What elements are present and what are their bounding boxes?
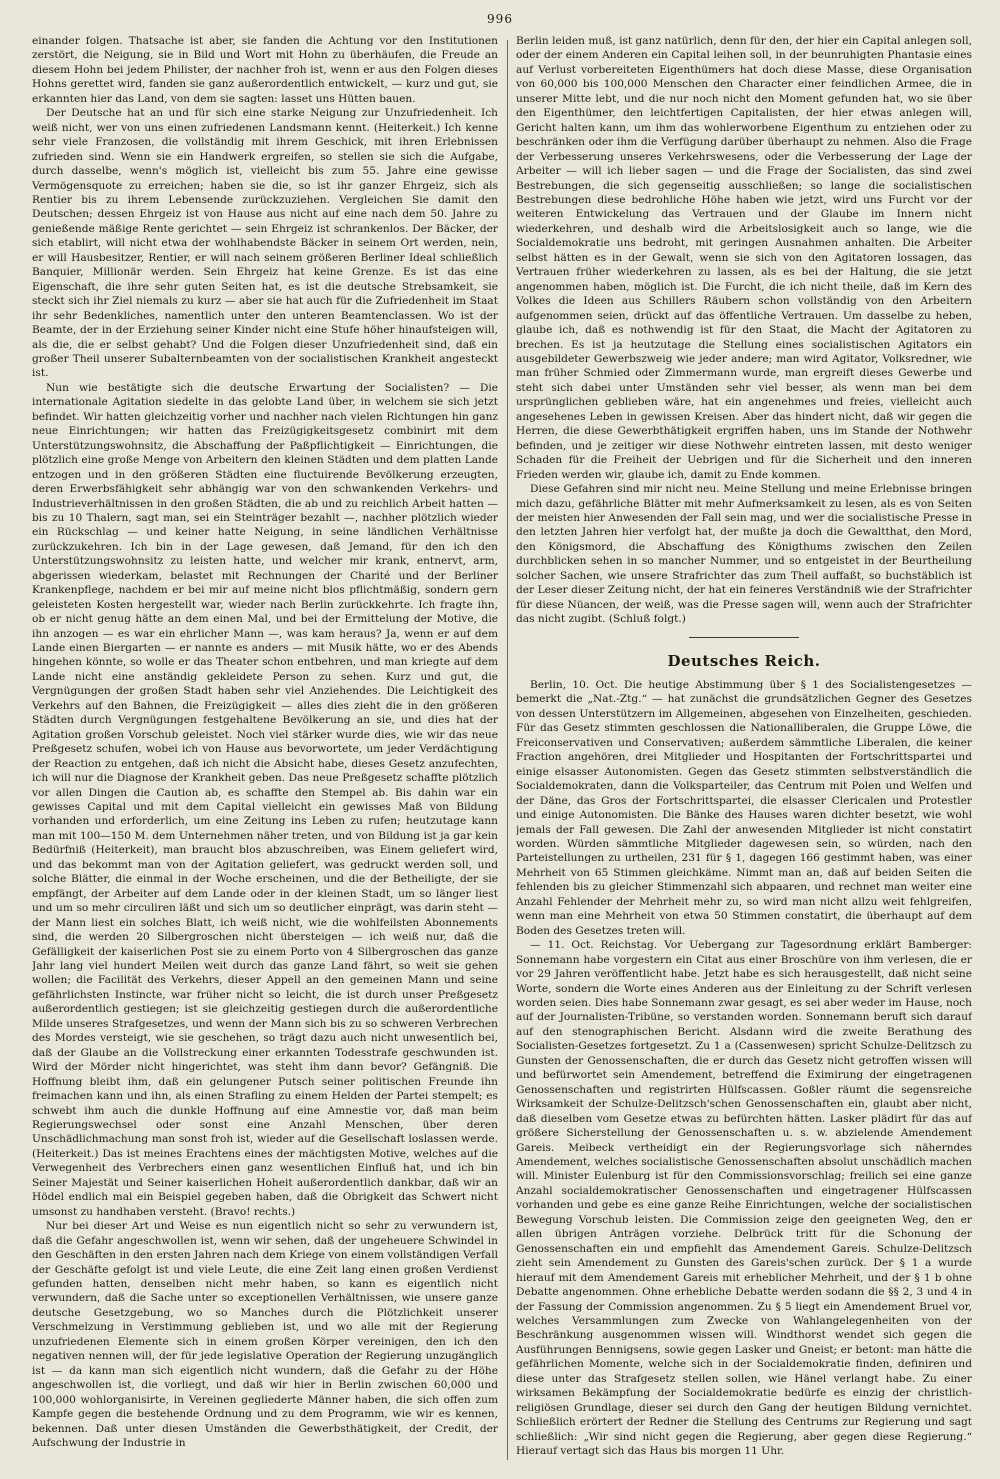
news-paragraph-berlin: Berlin, 10. Oct. Die heutige Abstimmung über § 1 des Socialistengesetzes — bemerkt die „Nat.-Ztg.“ — hat zunächst die grundsätzlichen Gegner des Gesetzes von dessen Unterstützern im Allgemeinen, abgesehen von Einzelheiten, geschieden. Für das Gesetz stimmten geschlossen die Nationalliberalen, die Gruppe Löwe, die Freiconservativen und Conservativen; außerdem sämmtliche Liberalen, die keiner Fraction angehören, drei Mitglieder und Hospitanten der Fortschrittspartei und einige elsasser Autonomisten. Gegen das Gesetz stimmten selbstverständlich die Socialdemokraten, dann die Volksparteiler, das Centrum mit Polen und Welfen und der Däne, das Gros der Fortschrittspartei, die elsasser Clericalen und Protestler und einige Autonomisten. Die Bänke des Hauses waren dichter besetzt, wie wohl jemals der Fall gewesen. Die Zahl der anwesenden Mitglieder ist nicht constatirt worden. Würden sämmtliche Mitglieder dagewesen sein, so würden, nach den Parteistellungen zu urtheilen, 231 für § 1, dagegen 166 gestimmt haben, was einer Mehrheit von 65 Stimmen gleichkäme. Nimmt man an, daß auf beiden Seiten die fehlenden bis zu gleicher Stimmenzahl sich abpaaren, und rechnet man weiter eine Anzahl Fehlender der Mehrheit mehr zu, so wird man nicht allzu weit fehlgreifen, wenn man eine Mehrheit von etwa 50 Stimmen constatirt, die überhaupt auf dem Boden des Gesetzes treten will.	[516, 679, 972, 937]
left-paragraph-3: Nun wie bestätigte sich die deutsche Erwartung der Socialisten? — Die internationale Agitation siedelte in das gelobte Land über, in welchem sie sich jetzt befindet. Wir hatten gleichzeitig vorher und nachher nach vielen Richtungen hin ganz neue Einrichtungen; wir hatten das Freizügigkeitsgesetz combinirt mit dem Unterstützungswohnsitz, die Abschaffung der Paßpflichtigkeit — Einrichtungen, die plötzlich eine große Menge von Arbeitern den kleinen Städten und dem platten Lande entzogen und in den größeren Städten eine fluctuirende Bevölkerung erzeugten, deren Erwerbsfähigkeit sehr abhängig war von den schwankenden Verkehrs- und Industrieverhältnissen in den großen Städten, die ab und zu reichlich Arbeit hatten — bis zu 10 Thalern, sagt man, sei ein Steinträger bezahlt —, nachher plötzlich wieder ein Rückschlag — und keiner hatte Neigung, in seine ländlichen Verhältnisse zurückzukehren. Ich bin in der Lage gewesen, daß Jemand, für den ich den Unterstützungswohnsitz zu leisten hatte, und welcher mir krank, entnervt, arm, abgerissen wiederkam, belastet mit Rechnungen der Charité und der Berliner Krankenpflege, nachdem er bei mir auf meine nicht blos pflichtmäßig, sondern gern geleisteten Kosten hergestellt war, wieder nach Berlin zurückkehrte. Ich fragte ihn, ob er nicht genug hätte an dem einen Mal, und bei der Ermittelung der Motive, die ihn anzogen — es war ein ehrlicher Mann —, was kam heraus? Ja, wenn er auf dem Lande einen Biergarten — er nannte es anders — mit Musik hätte, wo er des Abends hingehen könnte, so wolle er das Theater schon entbehren, und man kriegte auf dem Lande nicht eine anständig gekleidete Person zu sehen. Kurz und gut, die Vergnügungen der großen Stadt haben sehr viel Anziehendes. Die Leichtigkeit des Verkehrs auf den Bahnen, die Freizügigkeit — alles dies zieht die in den größeren Städten durch Vergnügungen festgehaltene Bevölkerung an sie, und dies hat der Agitation großen Vorschub geleistet. Noch viel stärker wurde dies, wie wir das neue Preßgesetz schufen, wobei ich von Hause aus bevorwortete, um jeder Verdächtigung der Reaction zu entgehen, daß ich nicht die Absicht habe, dieses Gesetz anzufechten, ich will nur die Diagnose der Krankheit geben. Das neue Preßgesetz schaffte plötzlich vor allen Dingen die Caution ab, es schaffte den Stempel ab. Bis dahin war ein gewisses Capital und mit dem Capital vielleicht ein gewisses Maß von Bildung vorhanden und erforderlich, um eine Zeitung ins Leben zu rufen; heutzutage kann man mit 100—150 M. dem Unternehmen näher treten, und von Bildung ist ja gar kein Bedürfniß (Heiterkeit), man braucht blos abzuschreiben, was Einem geliefert wird, und das bekommt man von der Agitation geliefert, was gedruckt werden soll, und solche Blätter, die einmal in der Woche erscheinen, und die der Betheiligte, der sie empfängt, der Arbeiter auf dem Lande oder in der kleinen Stadt, um so länger liest und um so mehr circuliren läßt und sich um so deutlicher einprägt, was darin steht — der Mann liest ein solches Blatt, ich weiß nicht, wie die wohlfeilsten Abonnements sind, die werden 20 Silbergroschen nicht übersteigen — ich weiß nur, daß die Gefälligkeit der kaiserlichen Post sie zu einem Porto von 4 Silbergroschen das ganze Jahr lang viel hundert Meilen weit durch das ganze Land fährt, so weit sie gehen wollen; die Facilität des Verkehrs, dieser Appell an den gemeinen Mann und seine gefährlichsten Instincte, war früher nicht so leicht, die ist durch unser Preßgesetz außerordentlich gestiegen; ist sie gleichzeitig gestiegen durch die außerordentliche Milde unseres Strafgesetzes, und wenn der Mann sich bis zu so schweren Verbrechen des Mordes versteigt, wie sie geschehen, so trägt dazu auch nicht unwesentlich bei, daß der Glaube an die Vollstreckung einer erkannten Todesstrafe geschwunden ist. Wird der Mörder nicht hingerichtet, was steht ihm dann bevor? Gefängniß. Die Hoffnung bleibt ihm, daß ein gelungener Putsch seiner politischen Freunde ihn freimachen kann und ihn, als einen Strafling zu einem Helden der Partei stempelt; es schwebt ihm auch die dunkle Hoffnung auf eine Amnestie vor, daß man beim Regierungswechsel oder sonst eine Anzahl Menschen, über deren Unschädlichmachung man sonst froh ist, wieder auf die Gesellschaft loslassen werde. (Heiterkeit.) Das ist meines Erachtens eines der mächtigsten Motive, welches auf die Verwegenheit des Verbrechers einen ganz wesentlichen Einfluß hat, und ich bin Seiner Majestät und Seiner kaiserlichen Hoheit außerordentlich dankbar, daß wir an Hödel endlich mal ein Beispiel gegeben haben, daß die Obrigkeit das Schwert nicht umsonst zu handhaben versteht. (Bravo! rechts.)	[32, 381, 498, 1218]
column-divider	[507, 40, 508, 1460]
right-paragraph-1: Berlin leiden muß, ist ganz natürlich, denn für den, der hier ein Capital anlegen soll, oder der einem Anderen ein Capital leihen soll, in der beunruhigten Phantasie eines auf Verlust vorbereiteten Eigenthümers hat doch diese Masse, diese Organisation von 60,000 bis 100,000 Menschen den Character einer feindlichen Armee, die in unserer Mitte lebt, und die nur noch nicht den Moment gefunden hat, wo sie über den Eigenthümer, den leichtfertigen Capitalisten, der hier etwas anlegen will, Gericht halten kann, um ihm das wohlerworbene Eigenthum zu entziehen oder zu beschränken oder ihm die Verfügung darüber überhaupt zu nehmen. Also die Frage der Verbesserung unseres Verkehrswesens, oder die Verbesserung der Lage der Arbeiter — will ich lieber sagen — und die Frage der Socialisten, das sind zwei Bestrebungen, die sich gegenseitig ausschließen; so lange die socialistischen Bestrebungen diese bedrohliche Höhe haben wie jetzt, wird uns Furcht vor der weiteren Entwickelung das Vertrauen und der Glaube im Innern nicht wiederkehren, und deshalb wird die Arbeitslosigkeit auch so lange, wie die Socialdemokratie uns bedroht, mit geringen Ausnahmen anhalten. Die Arbeiter selbst hätten es in der Gewalt, wenn sie sich von den Agitatoren lossagen, das Vertrauen früher wiederkehren zu lassen, als es bei der Haltung, die sie jetzt angenommen haben, möglich ist. Die Furcht, die ich nicht theile, daß im Kern des Volkes die Ideen aus Schillers Räubern schon vollständig von den Arbeitern aufgenommen seien, drückt auf das öffentliche Vertrauen. Um dasselbe zu heben, glaube ich, daß es nothwendig ist für den Staat, die Macht der Agitatoren zu brechen. Es ist ja heutzutage die Stellung eines socialistischen Agitators ein ausgebildeter Gewerbszweig wie jeder andere; man wird Agitator, Volksredner, wie man früher Schmied oder Zimmermann wurde, man ergreift dieses Gewerbe und steht sich dabei unter Umständen sehr viel besser, als wenn man bei dem ursprünglichen geblieben wäre, hat ein angenehmes und freies, vielleicht auch angesehenes Leben in gewissen Kreisen. Aber das hindert nicht, daß wir gegen die Herren, die diese Gewerbthätigkeit ergriffen haben, uns im Stande der Nothwehr befinden, und je zeitiger wir diese Nothwehr eintreten lassen, mit desto weniger Schaden für die Freiheit der Uebrigen und für die Sicherheit und den inneren Frieden werden wir, glaube ich, damit zu Ende kommen.	[516, 35, 972, 481]
page-number: 996	[487, 12, 513, 26]
section-divider	[689, 637, 799, 638]
left-paragraph-2: Der Deutsche hat an und für sich eine starke Neigung zur Unzufriedenheit. Ich weiß nicht, wer von uns einen zufriedenen Landsmann kennt. (Heiterkeit.) Ich kenne sehr viele Franzosen, die vollständig mit ihrem Geschick, mit ihren Erlebnissen zufrieden sind. Wenn sie ein Handwerk ergreifen, so stellen sie sich die Aufgabe, durch dasselbe, wenn's möglich ist, vielleicht bis zum 55. Jahre eine gewisse Vermögensquote zu erreichen; haben sie die, so ist ihr ganzer Ehrgeiz, sich als Rentier bis zu ihrem Lebensende zurückzuziehen. Vergleichen Sie damit den Deutschen; dessen Ehrgeiz ist von Hause aus nicht auf eine nach dem 50. Jahre zu genießende mäßige Rente gerichtet — sein Ehrgeiz ist schrankenlos. Der Bäcker, der sich etablirt, will nicht etwa der wohlhabendste Bäcker in seinem Ort werden, nein, er will Hausbesitzer, Rentier, er will nach seinem größeren Berliner Ideal schließlich Banquier, Millionär werden. Sein Ehrgeiz hat keine Grenze. Es ist das eine Eigenschaft, die ihre sehr guten Seiten hat, es ist die deutsche Strebsamkeit, sie steckt sich ihr Ziel niemals zu kurz — aber sie hat auch für die Zufriedenheit im Staat ihr sehr Bedenkliches, namentlich unter den unteren Beamtenclassen. Wo ist der Beamte, der in der Erziehung seiner Kinder nicht eine Stufe höher hinaufsteigen will, als die, die er selbst gehabt? Und die Folgen dieser Unzufriedenheit sind, daß ein großer Theil unserer Subalternbeamten von der socialistischen Krankheit angesteckt ist.	[32, 107, 498, 380]
news-paragraph-reichstag: — 11. Oct. Reichstag. Vor Uebergang zur Tagesordnung erklärt Bamberger: Sonnemann habe vorgestern ein Citat aus einer Broschüre von ihm verlesen, die er vor 29 Jahren veröffentlicht habe. Jetzt habe es sich herausgestellt, daß nicht seine Worte, sondern die Worte eines Anderen aus der Einleitung zu der Schrift verlesen worden seien. Dies habe Sonnemann zwar gesagt, es sei aber weder im Hause, noch auf der Journalisten-Tribüne, so verstanden worden. Sonnemann beruft sich darauf auf den stenographischen Bericht. Alsdann wird die zweite Berathung des Socialisten-Gesetzes fortgesetzt. Zu 1 a (Cassenwesen) spricht Schulze-Delitzsch zu Gunsten der Genossenschaften, die er durch das Gesetz nicht getroffen wissen will und befürwortet sein Amendement, betreffend die Eximirung der eingetragenen Genossenschaften und registrirten Hülfscassen. Goßler räumt die segensreiche Wirksamkeit der Schulze-Delitzsch'schen Genossenschaften ein, glaubt aber nicht, daß dieselben vom Gesetze etwas zu befürchten hätten. Lasker plädirt für das auf größere Sicherstellung der Genossenschaften u. s. w. abzielende Amendement Gareis. Meibeck vertheidigt ein der Regierungsvorlage sich näherndes Amendement, welches socialistische Genossenschaften absolut unschädlich machen will. Minister Eulenburg ist für den Commissionsvorschlag; freilich sei eine ganze Anzahl socialdemokratischer Genossenschaften und eingetragener Hülfscassen vorhanden und gebe es eine ganze Reihe Einrichtungen, welche der socialistischen Bewegung Vorschub leisten. Die Commission zeige den geeigneten Weg, den er allen übrigen Anträgen vorziehe. Delbrück tritt für die Schonung der Genossenschaften ein und empfiehlt das Amendement Gareis. Schulze-Delitzsch zieht sein Amendement zu Gunsten des Gareis'schen zurück. Der § 1 a wurde hierauf mit dem Amendement Gareis mit erheblicher Mehrheit, und der § 1 b ohne Debatte angenommen. Ohne erhebliche Debatte werden sodann die §§ 2, 3 und 4 in der Fassung der Commission angenommen. Zu § 5 liegt ein Amendement Bruel vor, welches Versammlungen zum Zwecke von Wahlangelegenheiten von der Beschränkung ausgenommen wissen will. Windthorst wendet sich gegen die Ausführungen Bennigsens, sowie gegen Lasker und Gneist; er betont: man hätte die gefährlichen Momente, welche sich in der Socialdemokratie finden, definiren und diese unter das Strafgesetz stellen sollen, wie Hänel verlangt habe. Zu einer wirksamen Bekämpfung der Socialdemokratie bedürfe es einzig der christlich-religiösen Grundlage, dieser sei durch den Gang der heutigen Bildung vernichtet. Schließlich erörtert der Redner die Stellung des Centrums zur Regierung und sagt schließlich: „Wir sind nicht gegen die Regierung, aber gegen diese Regierung.“ Hierauf vertagt sich das Haus bis morgen 11 Uhr.	[516, 939, 972, 1458]
left-paragraph-1: einander folgen. Thatsache ist aber, sie fanden die Achtung vor den Institutionen zerstört, die Neigung, sie in Bild und Wort mit Hohn zu überhäufen, die Freude an diesem Hohn bei jedem Philister, der nachher froh ist, wenn er aus den Folgen dieses Hohns gerettet wird, fanden sie ganz außerordentlich entwickelt, — kurz und gut, sie erkannten hier das Land, von dem sie sagten: lasset uns Hütten bauen.	[32, 35, 498, 105]
left-paragraph-4: Nur bei dieser Art und Weise es nun eigentlich nicht so sehr zu verwundern ist, daß die Gefahr angeschwollen ist, wenn wir sehen, daß der ungeheuere Schwindel in den Geschäften in den ersten Jahren nach dem Kriege von einem vollständigen Verfall der Geschäfte gefolgt ist und viele Leute, die eine Zeit lang einen großen Verdienst gefunden hatten, denselben nicht mehr haben, so kann es eigentlich nicht verwundern, daß die Sache unter so exceptionellen Verhältnissen, wie unsere ganze deutsche Gesetzgebung, wo so Manches durch die Plötzlichkeit unserer Verschmelzung in Verstimmung geblieben ist, und wo alle mit der Regierung unzufriedenen Elemente sich in einem großen Körper vereinigen, den ich den negativen nennen will, der für jede legislative Operation der Regierung unzugänglich ist — da kann man sich eigentlich nicht wundern, daß die Gefahr zu der Höhe angeschwollen ist, die vorliegt, und daß wir hier in Berlin zwischen 60,000 und 100,000 wohlorganisirte, in Vereinen gegliederte Männer haben, die sich offen zum Kampfe gegen die bestehende Ordnung und zu dem Programm, wie wir es kennen, bekennen. Daß unter diesen Umständen die Gewerbsthätigkeit, der Credit, der Aufschwung der Industrie in	[32, 1220, 498, 1449]
right-column	[516, 34, 972, 1466]
right-paragraph-2: Diese Gefahren sind mir nicht neu. Meine Stellung und meine Erlebnisse bringen mich dazu, gefährliche Blätter mit mehr Aufmerksamkeit zu lesen, als es von Seiten der meisten hier Anwesenden der Fall sein mag, und wer die socialistische Presse in den letzten Jahren hier verfolgt hat, der mußte ja doch die Gewaltthat, den Mord, den Königsmord, die Abschaffung des Königthums zwischen den Zeilen durchblicken sehen in so mancher Nummer, und so entgeistet in der Beurtheilung solcher Sachen, wie unsere Strafrichter das zum Theil auffaßt, so buchstäblich ist der Leser dieser Zeitung nicht, der hat ein feineres Verständniß wie der Strafrichter für diese Nüancen, der weiß, was die Presse sagen will, wenn auch der Strafrichter das nicht zugibt. (Schluß folgt.)	[516, 483, 972, 626]
section-heading: Deutsches Reich.	[667, 651, 821, 670]
left-column	[32, 34, 498, 1466]
